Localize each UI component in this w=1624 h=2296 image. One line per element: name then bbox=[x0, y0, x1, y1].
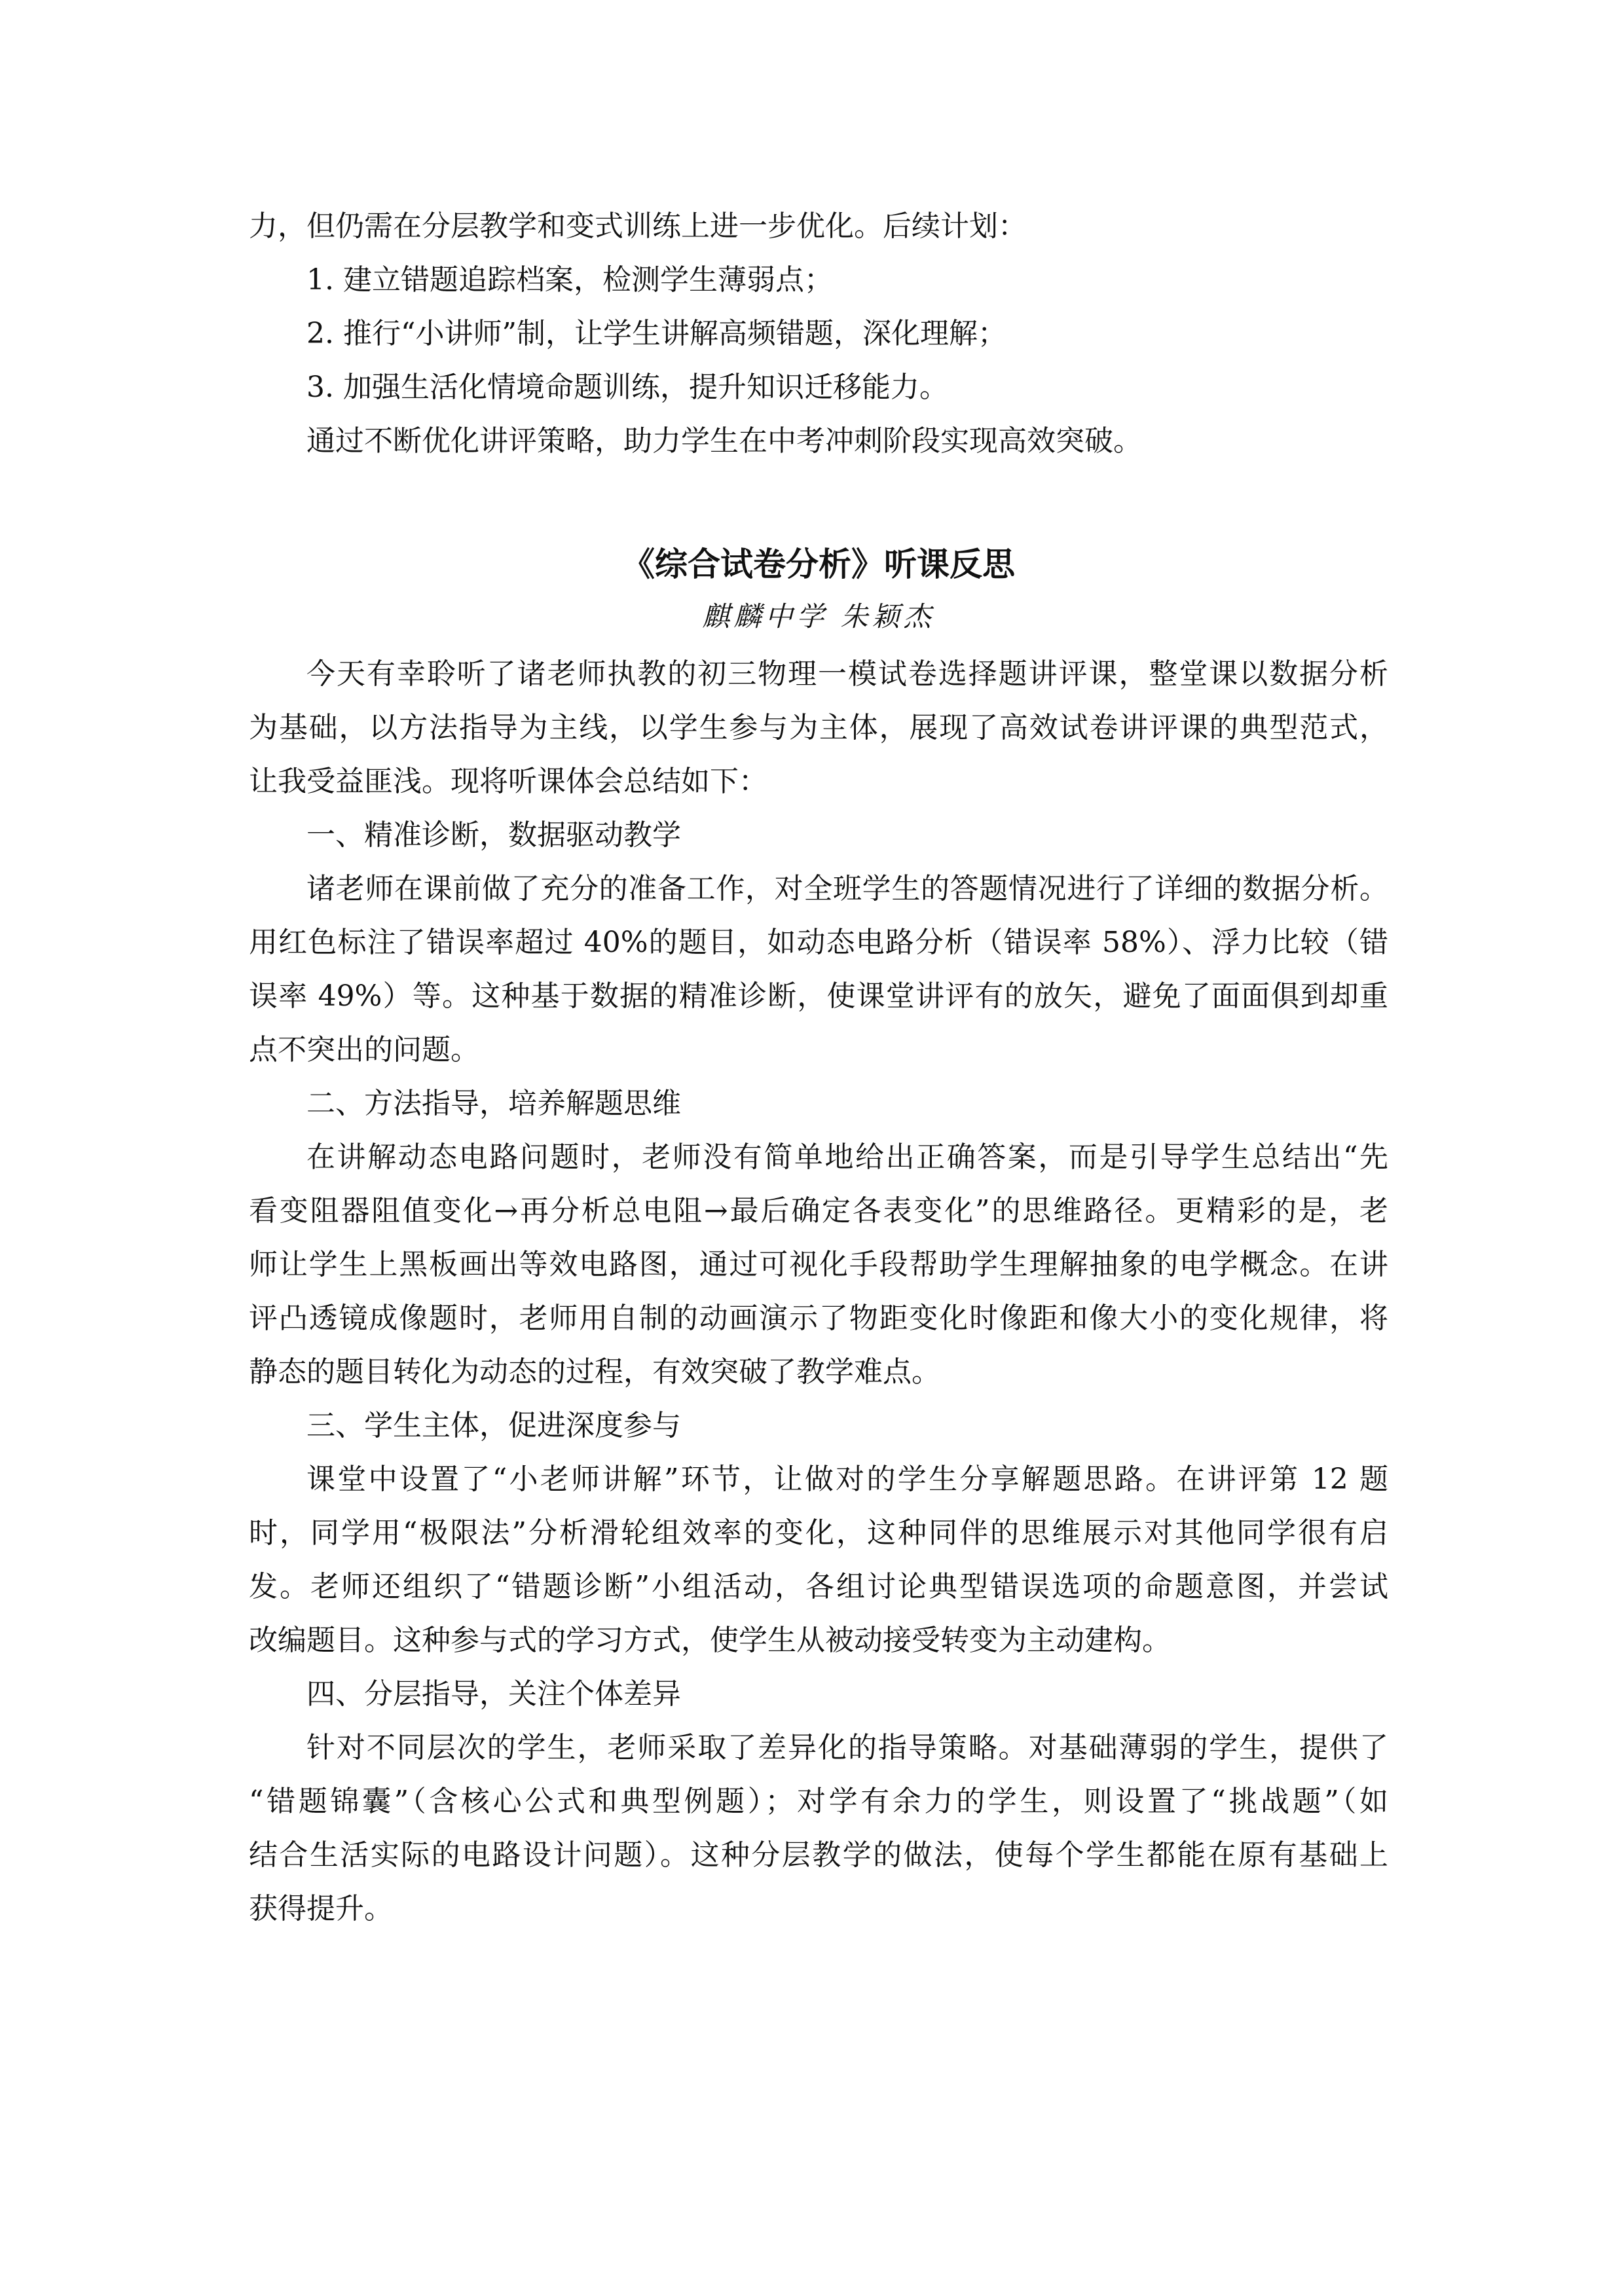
section-heading: 三、学生主体，促进深度参与 bbox=[306, 1409, 681, 1442]
paragraph-line: 看变阻器阻值变化→再分析总电阻→最后确定各表变化”的思维路径。更精彩的是，老 bbox=[249, 1194, 1388, 1228]
paragraph-line: 让我受益匪浅。现将听课体会总结如下： bbox=[249, 765, 767, 798]
paragraph-line: 评凸透镜成像题时，老师用自制的动画演示了物距变化时像距和像大小的变化规律，将 bbox=[249, 1302, 1388, 1335]
paragraph-line: 静态的题目转化为动态的过程，有效突破了教学难点。 bbox=[249, 1355, 940, 1389]
paragraph-line: 点不突出的问题。 bbox=[249, 1033, 479, 1066]
paragraph-line: 力，但仍需在分层教学和变式训练上进一步优化。后续计划： bbox=[249, 210, 1027, 243]
paragraph-line: 师让学生上黑板画出等效电路图，通过可视化手段帮助学生理解抽象的电学概念。在讲 bbox=[249, 1248, 1388, 1281]
paragraph-line: 通过不断优化讲评策略，助力学生在中考冲刺阶段实现高效突破。 bbox=[306, 424, 1142, 458]
paragraph-line: 诸老师在课前做了充分的准备工作，对全班学生的答题情况进行了详细的数据分析。 bbox=[306, 872, 1388, 905]
paragraph-line: 时，同学用“极限法”分析滑轮组效率的变化，这种同伴的思维展示对其他同学很有启 bbox=[249, 1516, 1388, 1550]
section-heading: 四、分层指导，关注个体差异 bbox=[306, 1677, 681, 1711]
article-title: 《综合试卷分析》听课反思 bbox=[622, 545, 1015, 583]
list-item: 2. 推行“小讲师”制，让学生讲解高频错题，深化理解； bbox=[306, 317, 1006, 350]
article-author: 麒麟中学 朱颖杰 bbox=[702, 600, 935, 632]
paragraph-line: 获得提升。 bbox=[249, 1892, 393, 1925]
paragraph-line: 在讲解动态电路问题时，老师没有简单地给出正确答案，而是引导学生总结出“先 bbox=[306, 1140, 1388, 1174]
paragraph-line: 今天有幸聆听了诸老师执教的初三物理一模试卷选择题讲评课，整堂课以数据分析 bbox=[306, 657, 1388, 691]
paragraph-line: 为基础，以方法指导为主线，以学生参与为主体，展现了高效试卷讲评课的典型范式， bbox=[249, 711, 1388, 744]
paragraph-line: 结合生活实际的电路设计问题）。这种分层教学的做法，使每个学生都能在原有基础上 bbox=[249, 1838, 1388, 1872]
paragraph-line: 用红色标注了错误率超过 40%的题目，如动态电路分析（错误率 58%）、浮力比较（错 bbox=[249, 926, 1388, 959]
paragraph-line: 误率 49%）等。这种基于数据的精准诊断，使课堂讲评有的放矢，避免了面面俱到却重 bbox=[249, 979, 1388, 1013]
article-body bbox=[249, 647, 1388, 1936]
paragraph-line: 课堂中设置了“小老师讲解”环节，让做对的学生分享解题思路。在讲评第 12 题 bbox=[306, 1463, 1388, 1496]
paragraph-line: 针对不同层次的学生，老师采取了差异化的指导策略。对基础薄弱的学生，提供了 bbox=[306, 1731, 1388, 1764]
paragraph-line: 改编题目。这种参与式的学习方式，使学生从被动接受转变为主动建构。 bbox=[249, 1624, 1171, 1657]
list-item: 3. 加强生活化情境命题训练，提升知识迁移能力。 bbox=[306, 371, 948, 404]
paragraph-line: “错题锦囊”（含核心公式和典型例题）；对学有余力的学生，则设置了“挑战题”（如 bbox=[249, 1785, 1388, 1818]
section-heading: 一、精准诊断，数据驱动教学 bbox=[306, 818, 681, 852]
document-page bbox=[249, 200, 1388, 1936]
list-item: 1. 建立错题追踪档案，检测学生薄弱点； bbox=[306, 263, 833, 297]
previous-section bbox=[249, 200, 1388, 468]
section-heading: 二、方法指导，培养解题思维 bbox=[306, 1087, 681, 1120]
paragraph-line: 发。老师还组织了“错题诊断”小组活动，各组讨论典型错误选项的命题意图，并尝试 bbox=[249, 1570, 1388, 1603]
